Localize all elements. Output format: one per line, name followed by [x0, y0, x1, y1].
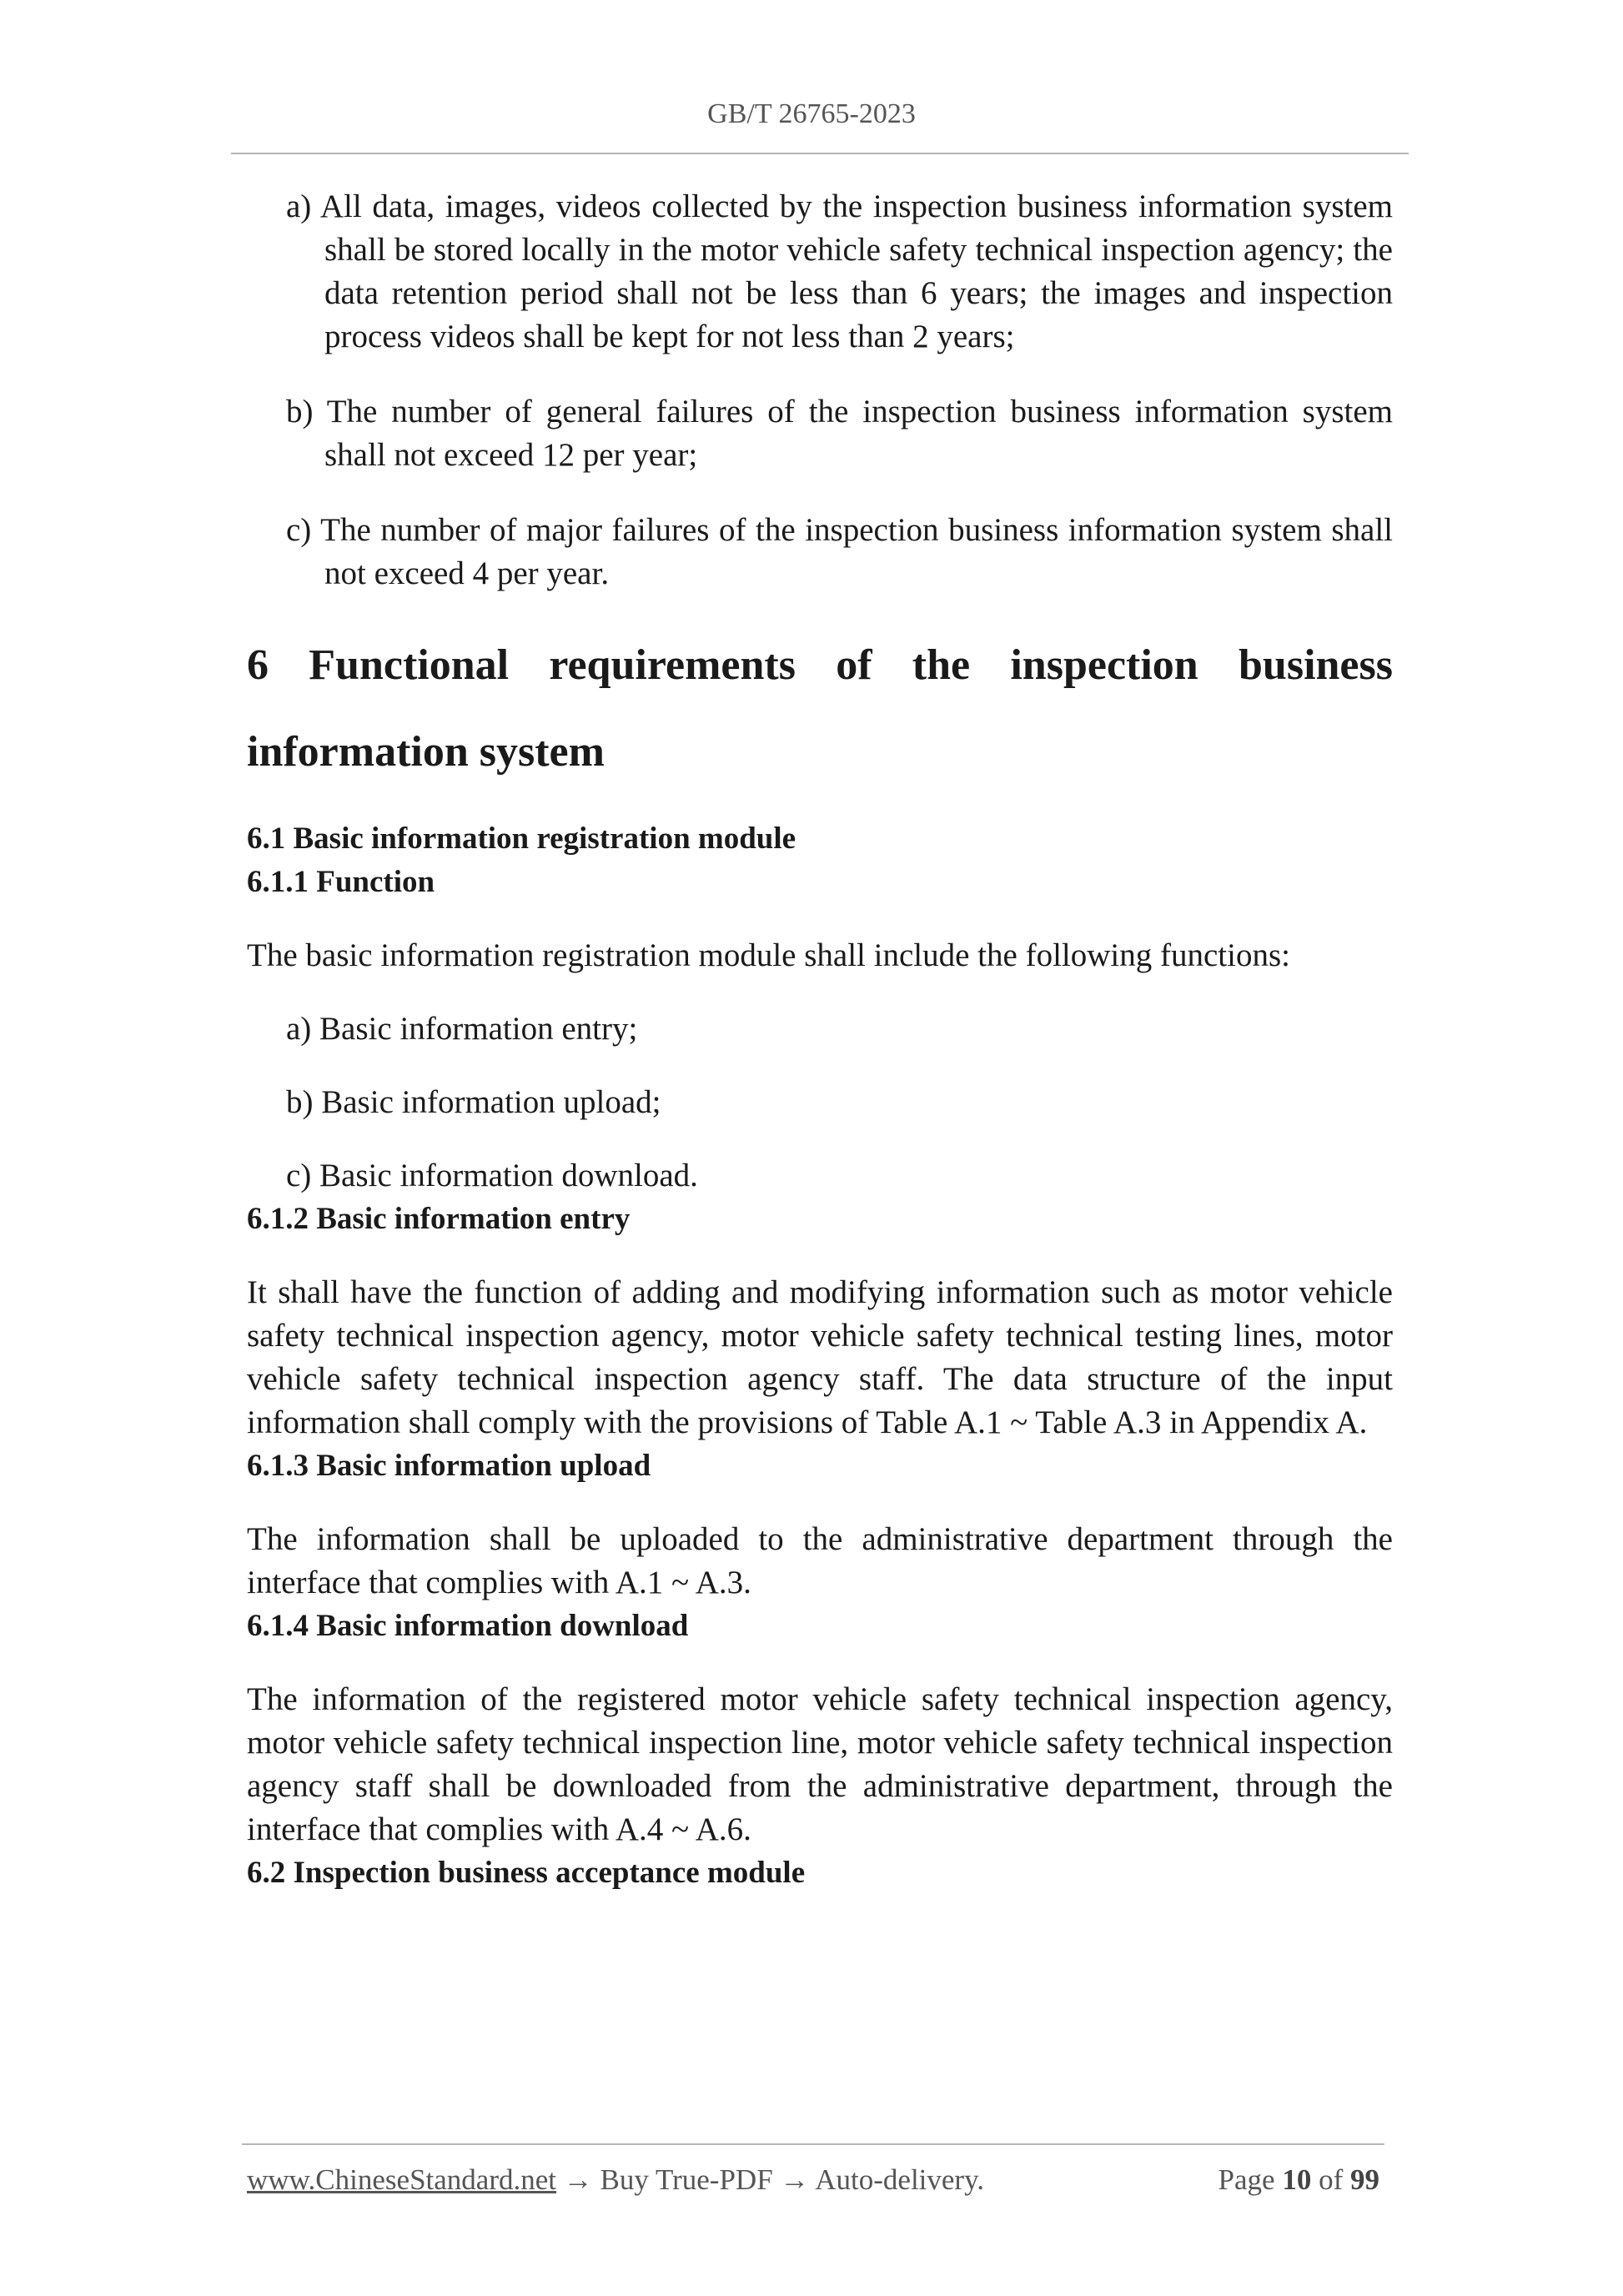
- website-link[interactable]: www.ChineseStandard.net: [247, 2163, 556, 2196]
- section-6-1-3-text: The information shall be uploaded to the administrative department through the interface that complies with A.1 ~ A.3.: [247, 1521, 1393, 1600]
- section-6-1-1-heading: 6.1.1 Function: [247, 865, 435, 899]
- footer-divider: [242, 2143, 1384, 2145]
- auto-delivery-text: Auto-delivery.: [815, 2163, 985, 2196]
- section-6-2-heading: 6.2 Inspection business acceptance module: [247, 1856, 806, 1890]
- arrow-right-icon: →: [780, 2163, 810, 2196]
- page-footer: [247, 2163, 1384, 2205]
- of-label: of: [1319, 2163, 1344, 2196]
- section-6-1-2-text: It shall have the function of adding and modifying information such as motor vehicle safety technical inspection agency, motor vehicle safety technical testing lines, motor vehicle safety technical inspection agency staff. The data structure of the input information shall comply with the provisions of Table A.1 ~ Table A.3 in Appendix A.: [247, 1274, 1393, 1440]
- section-6-1-heading: 6.1 Basic information registration module: [247, 821, 796, 856]
- page-number: [1219, 2163, 1379, 2197]
- section-6-1-3-heading: 6.1.3 Basic information upload: [247, 1449, 651, 1483]
- function-item-b: b) Basic information upload;: [286, 1084, 661, 1120]
- section-6-1-2-heading: 6.1.2 Basic information entry: [247, 1202, 631, 1236]
- list-item-c: c) The number of major failures of the inspection business information system shall not exceed 4 per year.: [286, 512, 1393, 591]
- section-6-heading-line2: information system: [247, 728, 605, 776]
- footer-promo: [247, 2163, 984, 2197]
- page-header: GB/T 26765-2023: [707, 98, 916, 129]
- section-6-heading-line1: 6 Functional requirements of the inspection business: [247, 641, 1393, 689]
- function-item-c: c) Basic information download.: [286, 1158, 698, 1193]
- list-item-a: a) All data, images, videos collected by the inspection business information system shall be stored locally in the motor vehicle safety technical inspection agency; the data retention period shall not be less than 6 years; the images and inspection process videos shall be kept for not less than 2 years;: [286, 188, 1393, 354]
- arrow-right-icon: →: [563, 2163, 593, 2196]
- section-6-heading: [247, 622, 1393, 796]
- section-6-1-4-text: The information of the registered motor vehicle safety technical inspection agency, motor vehicle safety technical inspection line, motor vehicle safety technical inspection agency staff shall be downloaded from the administrative department, through the interface that complies with A.4 ~ A.6.: [247, 1681, 1393, 1847]
- total-pages: 99: [1350, 2163, 1379, 2196]
- section-6-1-1-intro: The basic information registration module shall include the following functions:: [247, 937, 1290, 973]
- buy-true-pdf-text: Buy True-PDF: [600, 2163, 773, 2196]
- header-divider: [231, 153, 1409, 154]
- section-6-1-4-heading: 6.1.4 Basic information download: [247, 1609, 689, 1643]
- function-item-a: a) Basic information entry;: [286, 1011, 638, 1047]
- page-body: [247, 185, 1393, 1895]
- current-page: 10: [1282, 2163, 1312, 2196]
- page-label: Page: [1218, 2163, 1275, 2196]
- list-item-b: b) The number of general failures of the inspection business information system shall not exceed 12 per year;: [286, 394, 1393, 473]
